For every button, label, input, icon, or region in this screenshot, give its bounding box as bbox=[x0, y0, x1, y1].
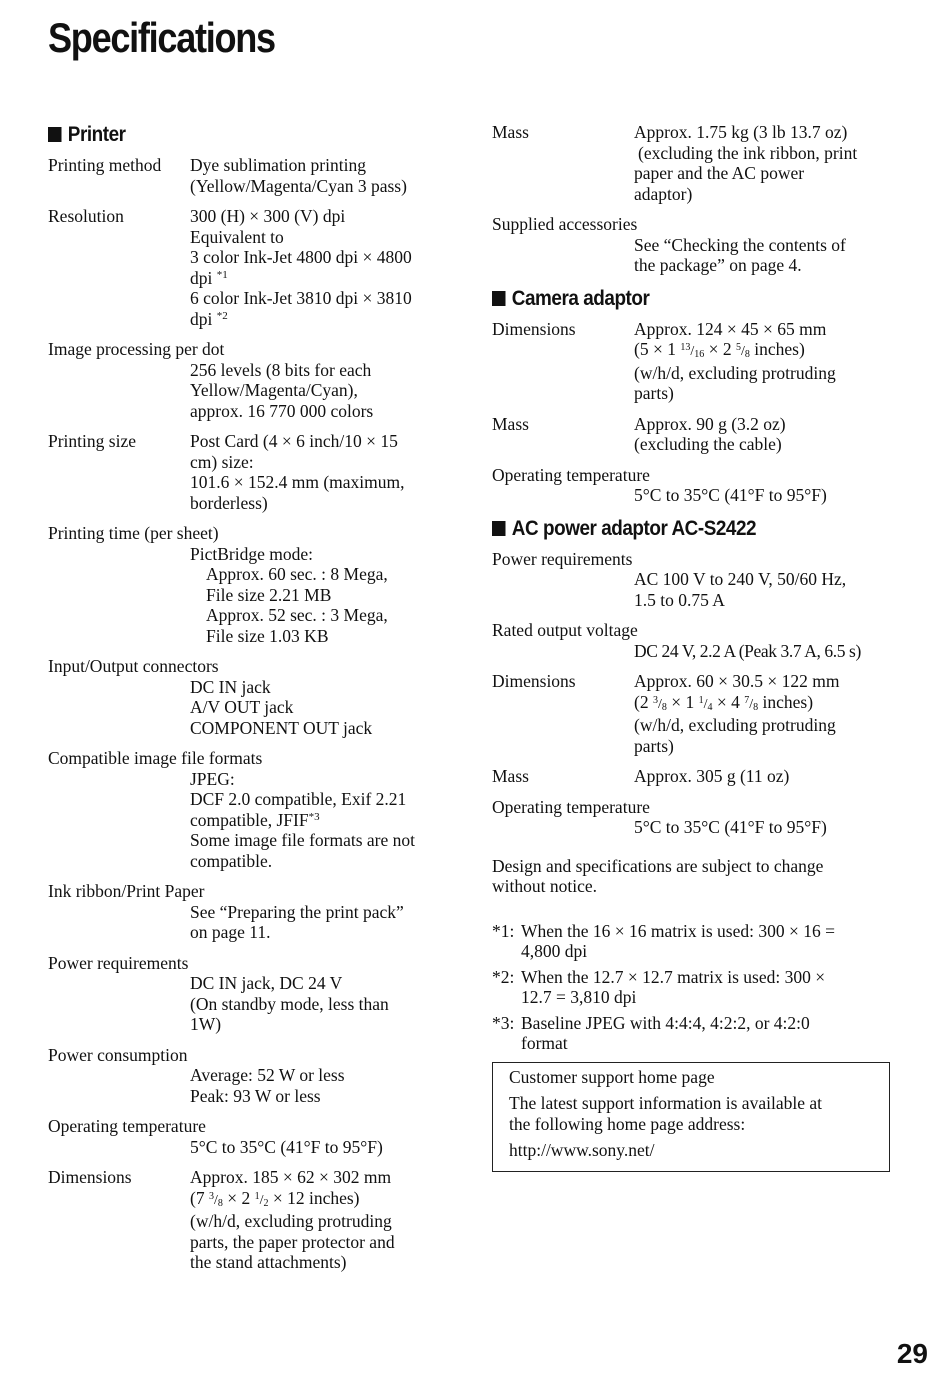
spec-label: Image processing per dot bbox=[48, 339, 225, 359]
spec-ac-power-requirements bbox=[492, 549, 892, 611]
spec-label: Power requirements bbox=[48, 952, 189, 973]
section-heading-printer: Printer bbox=[48, 122, 408, 148]
spec-value: DC 24 V, 2.2 A (Peak 3.7 A, 6.5 s) bbox=[634, 640, 861, 661]
spec-label: Printing method bbox=[48, 155, 162, 175]
spec-label: Input/Output connectors bbox=[48, 656, 219, 676]
spec-value: Approx. 60 × 30.5 × 122 mm (2 $^3/_8 \times 1$ $^1/_4 \times 4$ $^7/_8$ inches) (w/h/d, excluding protruding parts) bbox=[634, 671, 840, 756]
footnote-ref: *1 bbox=[216, 268, 228, 281]
spec-value: Average: 52 W or less Peak: 93 W or less bbox=[190, 1065, 345, 1106]
spec-label: Power consumption bbox=[48, 1044, 188, 1065]
spec-label: Power requirements bbox=[492, 548, 633, 569]
spec-value: 5°C to 35°C (41°F to 95°F) bbox=[190, 1136, 383, 1157]
spec-value: Approx. 185 × 62 × 302 mm (7 $^3/_8 \times 2$ $^1/_2 \times 12$ inches) (w/h/d, excluding protruding parts, the paper protector and the stand attachments) bbox=[190, 1167, 395, 1272]
spec-camera-operating-temperature bbox=[492, 465, 892, 506]
spec-label: Ink ribbon/Print Paper bbox=[48, 881, 205, 901]
spec-value: 5°C to 35°C (41°F to 95°F) bbox=[634, 485, 827, 505]
footnote-ref: *2 bbox=[216, 309, 228, 322]
spec-ink-ribbon bbox=[48, 881, 448, 943]
spec-value: 256 levels (8 bits for each Yellow/Magenta/Cyan), approx. 16 770 000 colors bbox=[190, 359, 374, 421]
spec-power-consumption bbox=[48, 1045, 448, 1107]
spec-operating-temperature bbox=[48, 1116, 448, 1157]
spec-value: Approx. 90 g (3.2 oz) (excluding the cable) bbox=[634, 413, 786, 454]
footnote-ref: *3 bbox=[308, 810, 320, 823]
spec-printing-method bbox=[48, 155, 448, 196]
footnote: *2: When the 12.7 × 12.7 matrix is used: 300 × 12.7 = 3,810 dpi bbox=[492, 966, 826, 1007]
spec-power-requirements bbox=[48, 953, 448, 1035]
support-url-link[interactable]: http://www.sony.net/ bbox=[509, 1140, 655, 1160]
spec-label: Operating temperature bbox=[48, 1116, 206, 1136]
change-notice: Design and specifications are subject to change without notice. bbox=[492, 855, 824, 896]
spec-accessories bbox=[492, 214, 892, 276]
spec-printing-size bbox=[48, 431, 448, 513]
spec-label: Rated output voltage bbox=[492, 620, 638, 640]
square-bullet-icon bbox=[492, 521, 506, 536]
spec-io-connectors bbox=[48, 656, 448, 738]
spec-value: See “Checking the contents of the package” on page 4. bbox=[634, 234, 846, 275]
spec-camera-dimensions bbox=[492, 319, 892, 404]
spec-value: Approx. 124 × 45 × 65 mm (5 × 1 $^{13}/_{16} \times 2$ $^5/_8$ inches) (w/h/d, excluding protruding parts) bbox=[634, 318, 836, 403]
spec-image-processing bbox=[48, 339, 448, 421]
spec-value: Approx. 1.75 kg (3 lb 13.7 oz) (excluding the ink ribbon, print paper and the AC power adaptor) bbox=[634, 122, 858, 204]
spec-label: Supplied accessories bbox=[492, 214, 638, 234]
spec-resolution bbox=[48, 206, 448, 329]
spec-printing-time bbox=[48, 523, 448, 646]
spec-label: Resolution bbox=[48, 206, 124, 226]
spec-ac-dimensions bbox=[492, 671, 892, 756]
spec-value: PictBridge mode: Approx. 60 sec. : 8 Mega, File size 2.21 MB Approx. 52 sec. : 3 Mega, File size 1.03 KB bbox=[190, 543, 388, 646]
spec-mass bbox=[492, 122, 892, 204]
spec-value: DC IN jack A/V OUT jack COMPONENT OUT jack bbox=[190, 676, 373, 738]
spec-value: 300 (H) × 300 (V) dpi Equivalent to 3 color Ink-Jet 4800 dpi × 4800 dpi $^{*1}$ 6 color Ink-Jet 3810 dpi × 3810 dpi $^{*2}$ bbox=[190, 206, 412, 329]
spec-value: JPEG: DCF 2.0 compatible, Exif 2.21 compatible, JFIF$^{*3}$ Some image file formats are not compatible. bbox=[190, 768, 415, 871]
spec-dimensions bbox=[48, 1167, 448, 1273]
spec-value: See “Preparing the print pack” on page 11. bbox=[190, 901, 404, 942]
spec-label: Printing time (per sheet) bbox=[48, 523, 219, 543]
square-bullet-icon bbox=[48, 127, 62, 142]
square-bullet-icon bbox=[492, 291, 506, 306]
section-heading-ac-adaptor: AC power adaptor AC-S2422 bbox=[492, 516, 852, 542]
spec-ac-mass bbox=[492, 766, 892, 787]
spec-value: Dye sublimation printing (Yellow/Magenta/Cyan 3 pass) bbox=[190, 155, 407, 196]
spec-ac-operating-temperature bbox=[492, 797, 892, 838]
spec-value: 5°C to 35°C (41°F to 95°F) bbox=[634, 817, 827, 837]
footnote: *3: Baseline JPEG with 4:4:4, 4:2:2, or 4:2:0 format bbox=[492, 1012, 810, 1053]
spec-label: Compatible image file formats bbox=[48, 748, 263, 768]
section-heading-camera-adaptor: Camera adaptor bbox=[492, 286, 852, 312]
page-title: Specifications bbox=[48, 14, 275, 61]
spec-value: DC IN jack, DC 24 V (On standby mode, less than 1W) bbox=[190, 973, 389, 1034]
spec-ac-rated-output bbox=[492, 620, 892, 661]
footnote-mark: *2: bbox=[492, 966, 515, 987]
spec-label: Mass bbox=[492, 413, 529, 434]
spec-label: Mass bbox=[492, 122, 529, 142]
spec-value: AC 100 V to 240 V, 50/60 Hz, 1.5 to 0.75 A bbox=[634, 569, 847, 610]
spec-label: Operating temperature bbox=[492, 796, 650, 817]
spec-label: Mass bbox=[492, 766, 529, 786]
support-box: Customer support home page The latest support information is available at the following home page address: http://www.sony.net/ bbox=[492, 1062, 890, 1172]
spec-value: Post Card (4 × 6 inch/10 × 15 cm) size: 101.6 × 152.4 mm (maximum, borderless) bbox=[190, 431, 405, 513]
footnote-mark: *3: bbox=[492, 1012, 515, 1033]
spec-image-formats bbox=[48, 748, 448, 871]
spec-camera-mass bbox=[492, 414, 892, 455]
spec-label: Printing size bbox=[48, 431, 136, 451]
spec-value: Approx. 305 g (11 oz) bbox=[634, 766, 790, 786]
footnote-mark: *1: bbox=[492, 920, 515, 941]
spec-label: Dimensions bbox=[492, 671, 576, 691]
spec-label: Operating temperature bbox=[492, 464, 650, 485]
footnote: *1: When the 16 × 16 matrix is used: 300 × 16 = 4,800 dpi bbox=[492, 920, 835, 961]
right-column bbox=[492, 122, 892, 1172]
left-column bbox=[48, 122, 448, 1283]
support-title: Customer support home page bbox=[509, 1066, 715, 1087]
page-number: 29 bbox=[896, 1338, 928, 1369]
spec-label: Dimensions bbox=[492, 318, 576, 339]
spec-label: Dimensions bbox=[48, 1167, 132, 1187]
